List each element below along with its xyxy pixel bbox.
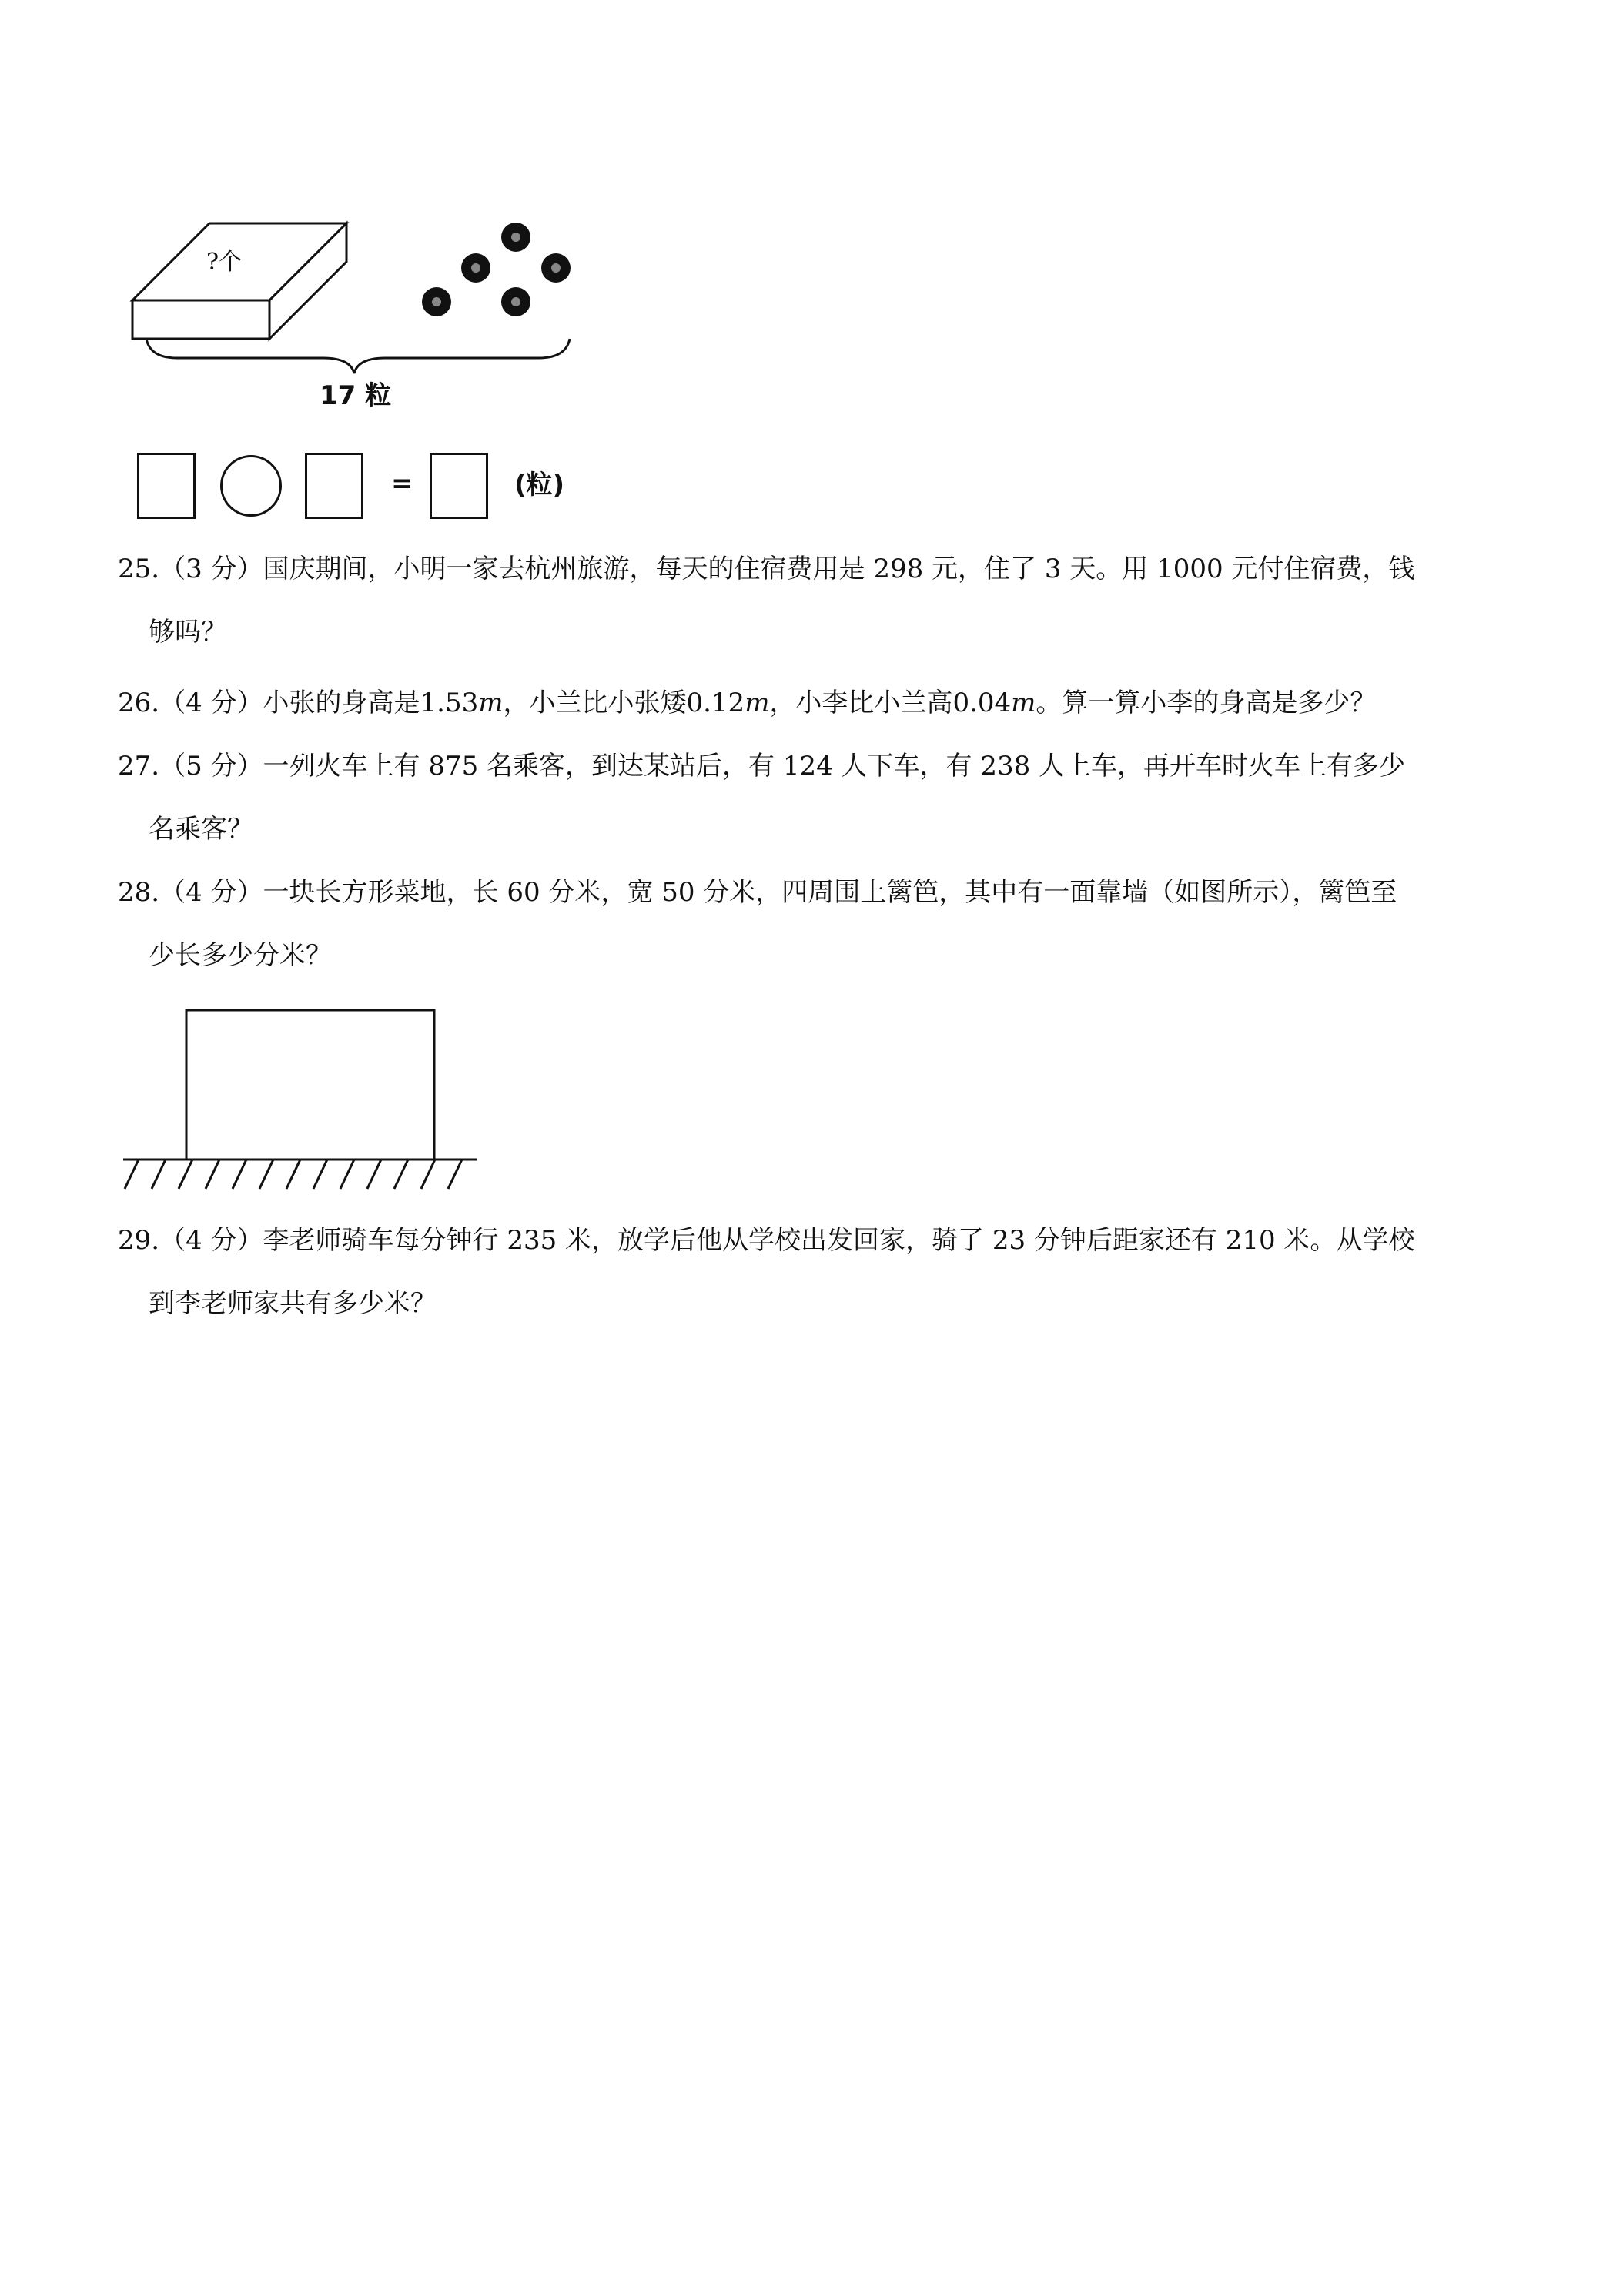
wall-hatching (125, 1160, 462, 1189)
garden-wall-diagram (123, 1001, 485, 1201)
question-number: 29. (118, 1225, 160, 1256)
question-score: （4 分） (159, 688, 263, 718)
garden-rectangle (186, 1010, 434, 1160)
garden-wall-figure (123, 1001, 485, 1201)
question-text-continued: 名乘客？ (149, 814, 253, 845)
brace (146, 339, 570, 373)
answer-box-3[interactable] (430, 453, 488, 519)
question-text: 一块长方形菜地，长 60 分米，宽 50 分米，四周围上篱笆，其中有一面靠墙（如图所示），篱笆至 (263, 877, 1397, 908)
question-score: （4 分） (159, 877, 263, 908)
question-text-continued: 到李老师家共有多少米？ (149, 1288, 437, 1319)
question-text-continued: 够吗？ (149, 617, 227, 648)
question-score: （3 分） (159, 554, 263, 584)
question-text: ，小兰比小张矮 (503, 688, 687, 718)
difference-value: 0.04 (952, 688, 1012, 718)
question-text: 国庆期间，小明一家去杭州旅游，每天的住宿费用是 298 元，住了 3 天。用 1000 元付住宿费，钱 (263, 554, 1415, 584)
question-28 (118, 861, 1504, 987)
unit-m: m (478, 688, 504, 718)
question-score: （4 分） (159, 1225, 263, 1256)
question-number: 25. (118, 554, 160, 584)
unit-label: (粒) (514, 470, 565, 500)
answer-box-1[interactable] (137, 453, 196, 519)
equation-row (137, 453, 599, 522)
question-27 (118, 735, 1504, 861)
candy-box-figure (123, 208, 585, 416)
unit-m: m (745, 688, 770, 718)
operator-circle[interactable] (220, 455, 282, 517)
candy-box-diagram (123, 208, 585, 416)
question-number: 28. (118, 877, 160, 908)
question-text: 李老师骑车每分钟行 235 米，放学后他从学校出发回家，骑了 23 分钟后距家还有 210 米。从学校 (263, 1225, 1415, 1256)
question-number: 26. (118, 688, 160, 718)
box-label: ?个 (206, 249, 243, 276)
equals-sign: = (391, 468, 413, 499)
question-text: 。算一算小李的身高是多少？ (1036, 688, 1377, 718)
unit-m: m (1011, 688, 1036, 718)
question-text: 小张的身高是 (263, 688, 420, 718)
total-label: 17 粒 (320, 380, 392, 411)
question-text: 一列火车上有 875 名乘客，到达某站后，有 124 人下车，有 238 人上车，再开车时火车上有多少 (263, 751, 1406, 782)
question-number: 27. (118, 751, 160, 782)
question-score: （5 分） (159, 751, 263, 782)
question-text: ，小李比小兰高 (769, 688, 953, 718)
question-25 (118, 537, 1504, 664)
question-29 (118, 1209, 1504, 1335)
question-text-continued: 少长多少分米？ (149, 940, 332, 971)
height-value: 1.53 (420, 688, 479, 718)
answer-box-2[interactable] (305, 453, 363, 519)
question-26 (118, 671, 1504, 735)
difference-value: 0.12 (686, 688, 745, 718)
candy-dots (422, 223, 571, 316)
